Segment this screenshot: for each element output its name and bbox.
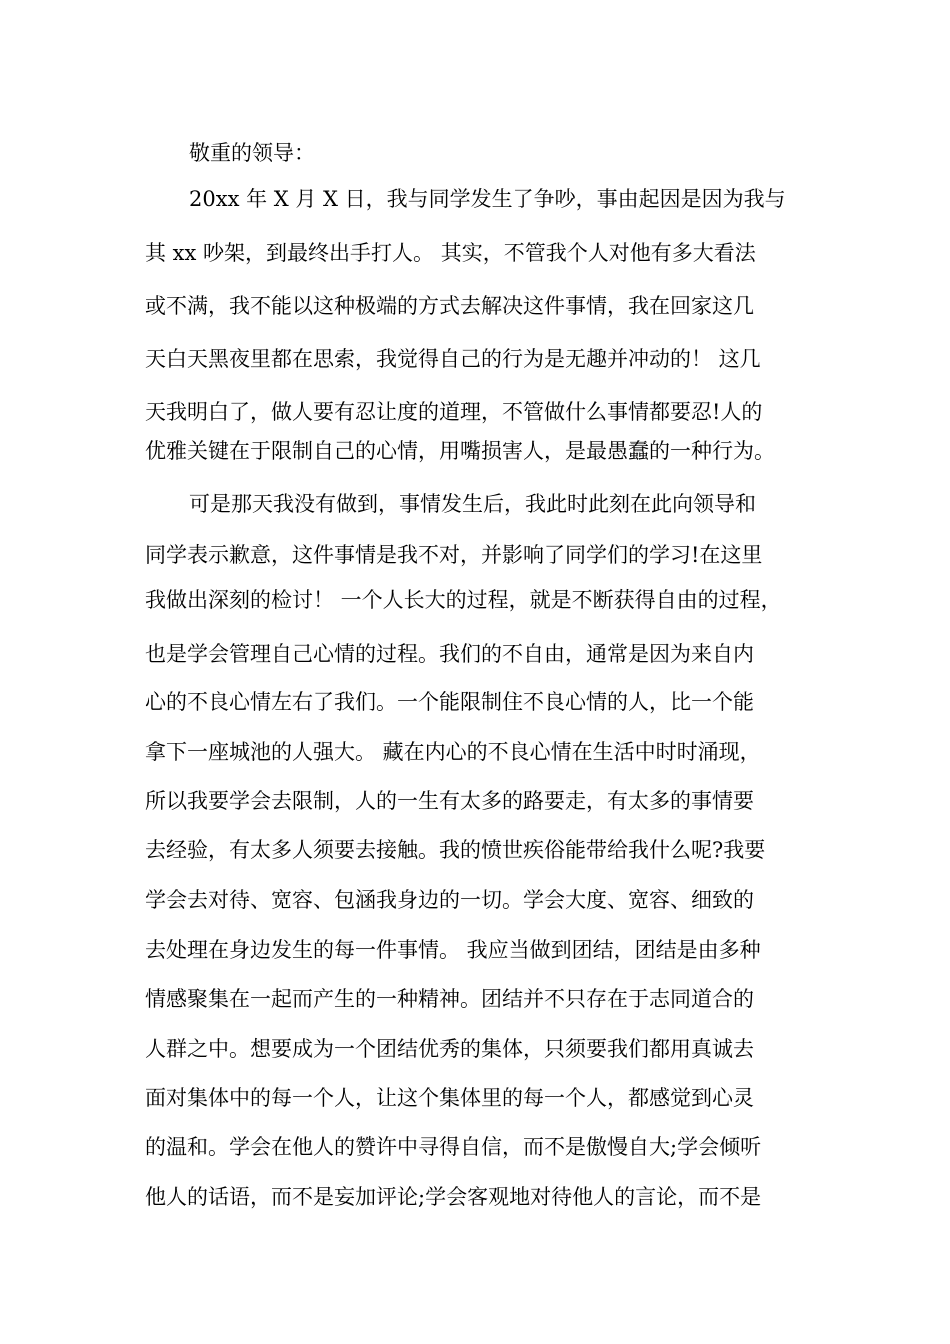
paragraph-line: 可是那天我没有做到，事情发生后，我此时此刻在此向领导和 bbox=[189, 492, 756, 516]
paragraph-line: 的温和。学会在他人的赞许中寻得自信，而不是傲慢自大;学会倾听 bbox=[145, 1135, 762, 1159]
paragraph-line: 所以我要学会去限制，人的一生有太多的路要走，有太多的事情要 bbox=[145, 789, 754, 813]
paragraph-line: 其 xx 吵架，到最终出手打人。 其实，不管我个人对他有多大看法 bbox=[145, 241, 756, 265]
salutation: 敬重的领导： bbox=[189, 141, 315, 165]
paragraph-line: 情感聚集在一起而产生的一种精神。团结并不只存在于志同道合的 bbox=[145, 987, 754, 1011]
paragraph-line: 心的不良心情左右了我们。一个能限制住不良心情的人，比一个能 bbox=[145, 690, 754, 714]
paragraph-line: 天我明白了，做人要有忍让度的道理，不管做什么事情都要忍!人的 bbox=[145, 400, 763, 424]
paragraph-line: 人群之中。想要成为一个团结优秀的集体，只须要我们都用真诚去 bbox=[145, 1037, 754, 1061]
paragraph-line: 去经验，有太多人须要去接触。我的愤世疾俗能带给我什么呢?我要 bbox=[145, 838, 766, 862]
paragraph-line: 学会去对待、宽容、包涵我身边的一切。学会大度、宽容、细致的 bbox=[145, 888, 754, 912]
paragraph-line: 同学表示歉意，这件事情是我不对，并影响了同学们的学习!在这里 bbox=[145, 543, 763, 567]
paragraph-line: 也是学会管理自己心情的过程。我们的不自由，通常是因为来自内 bbox=[145, 642, 754, 666]
paragraph-line: 天白天黑夜里都在思索，我觉得自己的行为是无趣并冲动的！ 这几 bbox=[145, 347, 761, 371]
paragraph-line: 拿下一座城池的人强大。 藏在内心的不良心情在生活中时时涌现， bbox=[145, 740, 761, 764]
paragraph-line: 我做出深刻的检讨！ 一个人长大的过程，就是不断获得自由的过程， bbox=[145, 588, 782, 612]
paragraph-line: 他人的话语，而不是妄加评论;学会客观地对待他人的言论，而不是 bbox=[145, 1185, 762, 1209]
paragraph-line: 去处理在身边发生的每一件事情。 我应当做到团结，团结是由多种 bbox=[145, 938, 761, 962]
paragraph-line: 面对集体中的每一个人，让这个集体里的每一个人，都感觉到心灵 bbox=[145, 1086, 754, 1110]
paragraph-line: 优雅关键在于限制自己的心情，用嘴损害人，是最愚蠢的一种行为。 bbox=[145, 439, 775, 463]
paragraph-line: 20xx 年 X 月 X 日，我与同学发生了争吵，事由起因是因为我与 bbox=[189, 187, 786, 211]
paragraph-line: 或不满，我不能以这种极端的方式去解决这件事情，我在回家这几 bbox=[145, 294, 754, 318]
